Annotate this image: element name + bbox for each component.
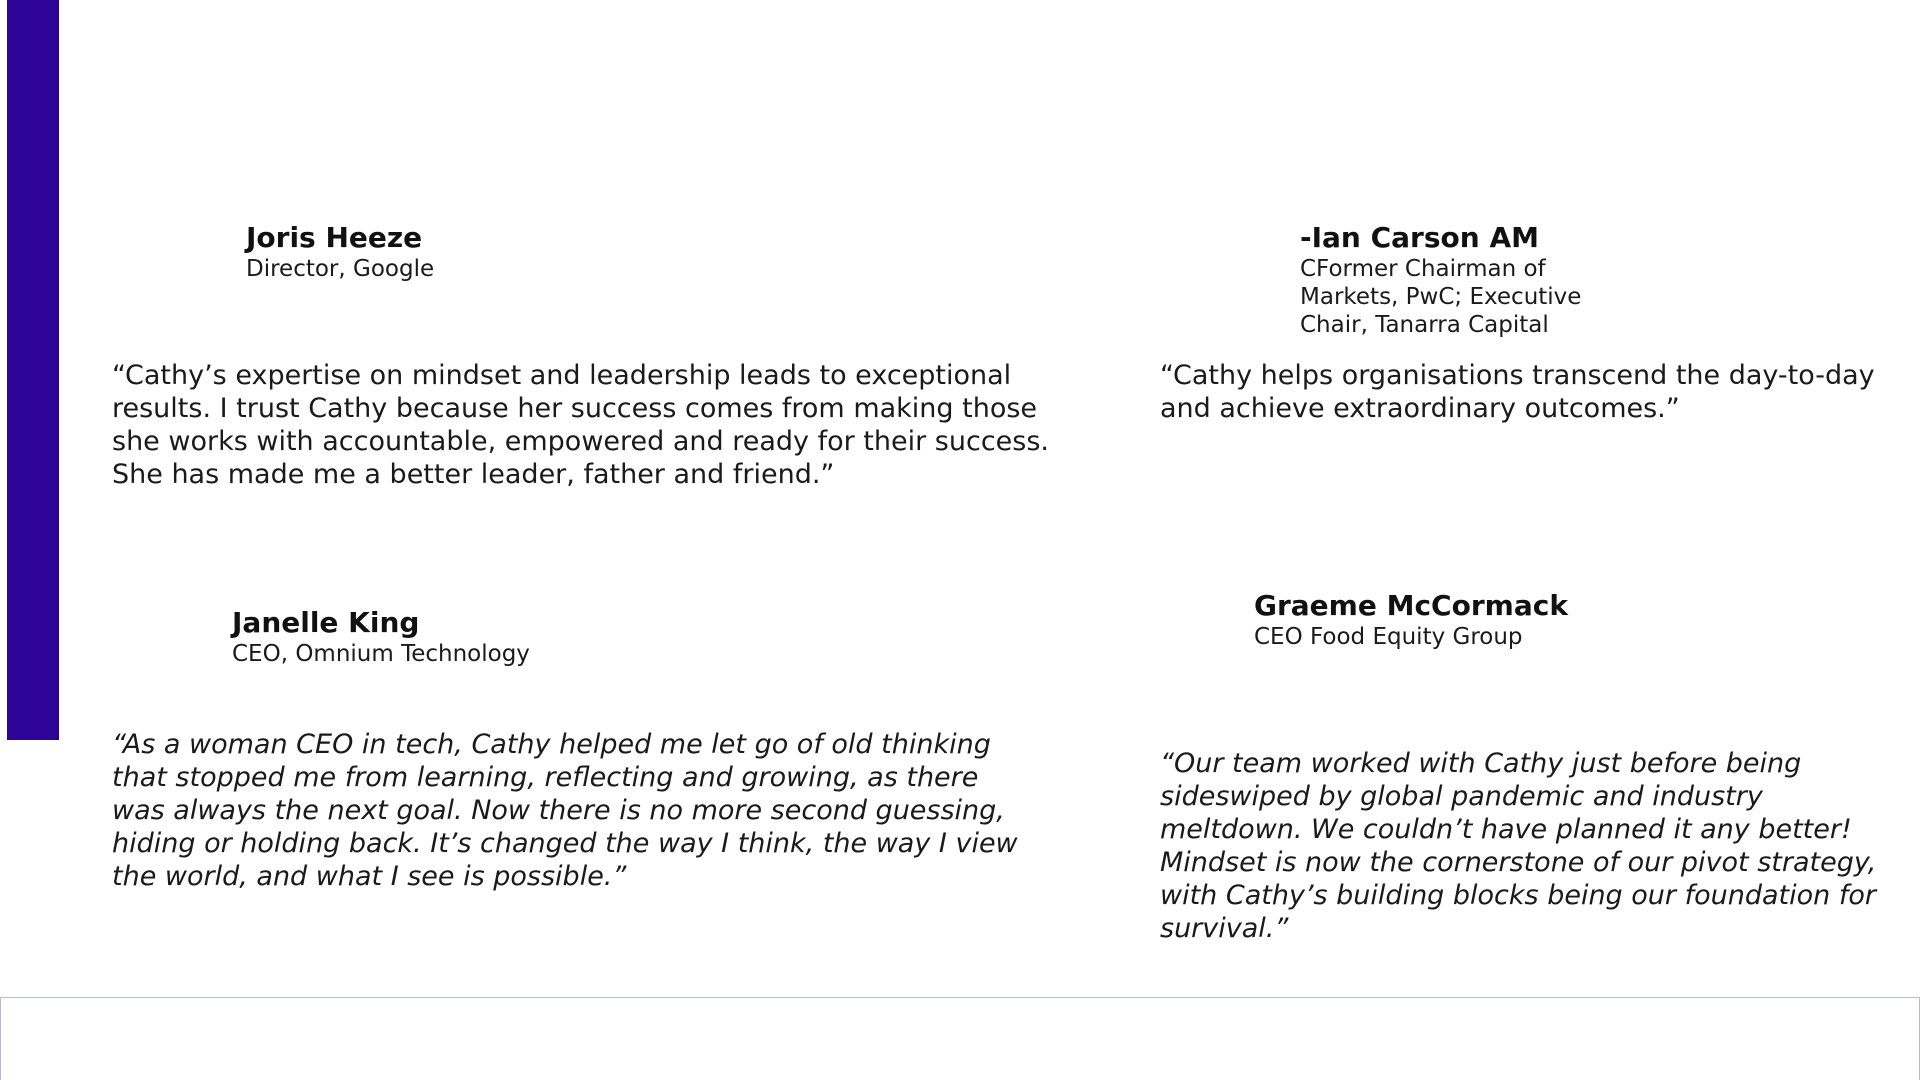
testimonial-role-joris: Director, Google (246, 256, 435, 282)
testimonial-quote-graeme: “Our team worked with Cathy just before being sideswiped by global pandemic and industry meltdown. We couldn’t have planned it any better! Mindset is now the cornerstone of our pivot strategy, with Cathy’s building blocks being our foundation for survival.” (1160, 748, 1877, 944)
testimonial-role-ian: CFormer Chairman of Markets, PwC; Executive Chair, Tanarra Capital (1300, 256, 1582, 338)
testimonial-role-graeme: CEO Food Equity Group (1254, 624, 1523, 650)
accent-bar (7, 0, 59, 740)
testimonial-quote-joris: “Cathy’s expertise on mindset and leadership leads to exceptional results. I trust Cathy because her success comes from making those she works with accountable, empowered and ready for their success. She has made me a better leader, father and friend.” (112, 360, 1049, 490)
testimonial-name-joris: Joris Heeze (246, 221, 423, 254)
testimonial-name-janelle: Janelle King (232, 606, 420, 639)
testimonial-name-graeme: Graeme McCormack (1254, 589, 1568, 622)
testimonial-quote-janelle: “As a woman CEO in tech, Cathy helped me let go of old thinking that stopped me from learning, reflecting and growing, as there was always the next goal. Now there is no more second guessing, hiding or holding back. It’s changed the way I think, the way I view the world, and what I see is possible.” (112, 729, 1018, 892)
testimonial-name-ian: -Ian Carson AM (1300, 221, 1539, 254)
testimonial-role-janelle: CEO, Omnium Technology (232, 641, 530, 667)
footer-band (0, 997, 1920, 1080)
testimonial-quote-ian: “Cathy helps organisations transcend the day-to-day and achieve extraordinary outcomes.” (1160, 360, 1875, 424)
